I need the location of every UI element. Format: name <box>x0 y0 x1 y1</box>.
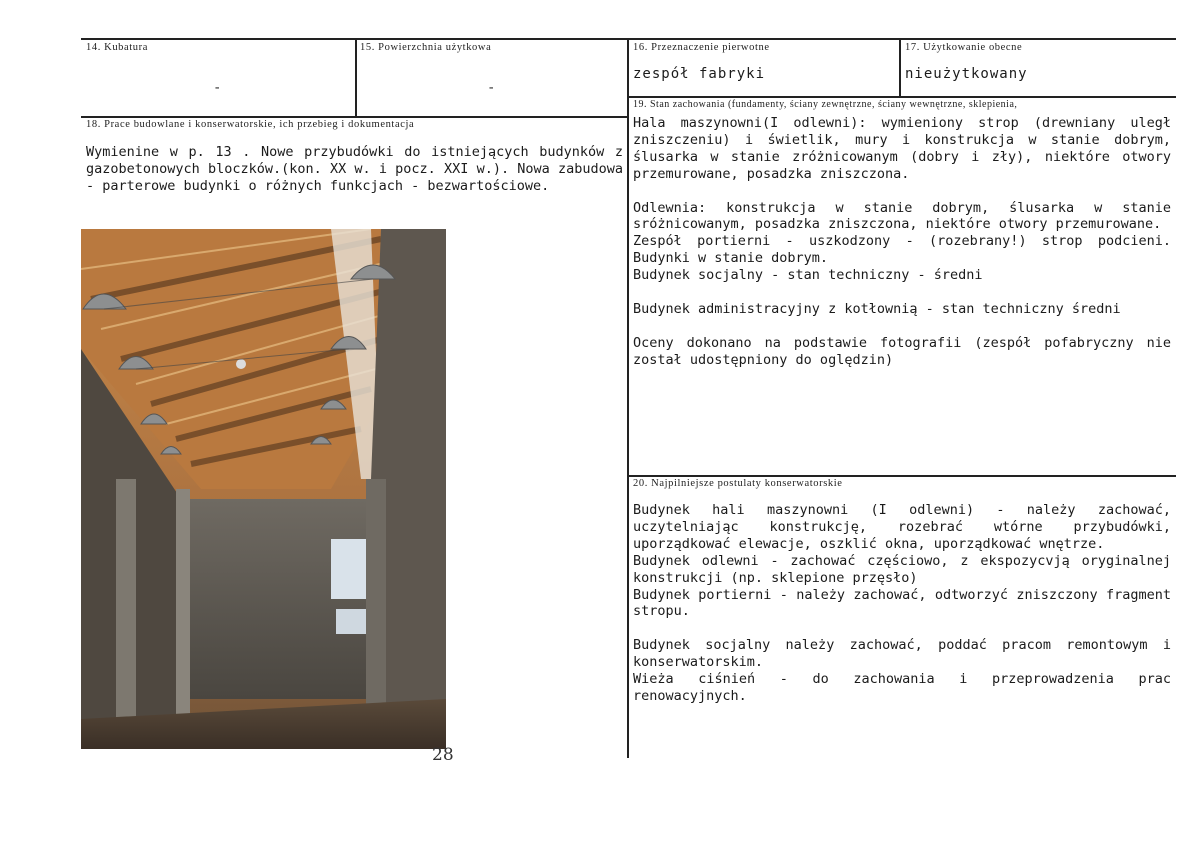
field-19-label: 19. Stan zachowania (fundamenty, ściany zewnętrzne, ściany wewnętrzne, sklepienia, <box>633 99 1018 110</box>
field-20-paragraph: Budynek socjalny należy zachować, poddać pracom remontowym i konserwatorskim. <box>633 637 1171 671</box>
field-20-paragraph: Budynek odlewni - zachować częściowo, z ekspozycvją oryginalnej konstrukcji (np. sklepione przęsło) <box>633 552 1171 586</box>
field-14-label: 14. Kubatura <box>86 42 149 53</box>
divider-14-15 <box>355 38 357 116</box>
field-20-label: 20. Najpilniejsze postulaty konserwatorskie <box>633 478 843 489</box>
field-19-paragraph: Zespół portierni - uszkodzony - (rozebrany!) strop podcieni. Budynki w stanie dobrym. <box>633 233 1171 267</box>
rule-18 <box>81 116 628 118</box>
field-16-value: zespół fabryki <box>633 66 766 82</box>
field-15-value: - <box>487 80 496 96</box>
rule-20 <box>628 475 1176 477</box>
field-20-paragraph: Budynek hali maszynowni (I odlewni) - należy zachować, uczytelniając konstrukcję, rozebrać wtórne przybudówki, uporządkować elewacje, oszklić okna, uporządkować wnętrze. <box>633 502 1171 552</box>
field-18-label: 18. Prace budowlane i konserwatorskie, ich przebieg i dokumentacja <box>86 119 415 130</box>
field-19-paragraph: Oceny dokonano na podstawie fotografii (zespół pofabryczny nie został udostępniony do oględzin) <box>633 334 1171 368</box>
field-18-text <box>86 144 623 195</box>
field-19-paragraph: Budynek socjalny - stan techniczny - średni <box>633 267 983 284</box>
field-17-value: nieużytkowany <box>905 66 1028 82</box>
page-number: 28 <box>432 745 454 765</box>
field-16-label: 16. Przeznaczenie pierwotne <box>633 42 770 53</box>
field-20-paragraph: Budynek portierni - należy zachować, odtworzyć zniszczony fragment stropu. <box>633 586 1171 620</box>
field-19-paragraph: Budynek administracyjny z kotłownią - stan techniczny średni <box>633 300 1121 317</box>
field-20-paragraph: Wieża ciśnień - do zachowania i przeprowadzenia prac renowacyjnych. <box>633 671 1171 704</box>
field-19-paragraph: Odlewnia: konstrukcja w stanie dobrym, ślusarka w stanie sróżnicowanym, posadzka zniszczona, niektóre otwory przemurowane. <box>633 199 1171 233</box>
divider-main <box>627 38 629 758</box>
field-18-paragraph: Wymienine w p. 13 . Nowe przybudówki do istniejących budynków z gazobetonowych bloczków.(kon. XX w. i pocz. XXI w.). Nowa zabudowa - parterowe budynki o różnych funkcjach - bezwartościowe. <box>86 144 623 194</box>
rule-19 <box>628 96 1176 98</box>
field-19-paragraph: Hala maszynowni(I odlewni): wymieniony strop (drewniany uległ zniszczeniu) i świetlik, mury i konstrukcja w stanie dobrym, ślusarka w stanie zróżnicowanym (dobry i zły), niektóre otwory przemurowane, posadzka zniszczona. <box>633 115 1171 182</box>
field-19-text <box>633 115 1171 369</box>
field-15-label: 15. Powierzchnia użytkowa <box>360 42 492 53</box>
divider-16-17 <box>899 38 901 96</box>
field-17-label: 17. Użytkowanie obecne <box>905 42 1023 53</box>
factory-hall-photo <box>81 229 446 749</box>
field-14-value: - <box>213 80 222 96</box>
field-20-text <box>633 502 1171 705</box>
